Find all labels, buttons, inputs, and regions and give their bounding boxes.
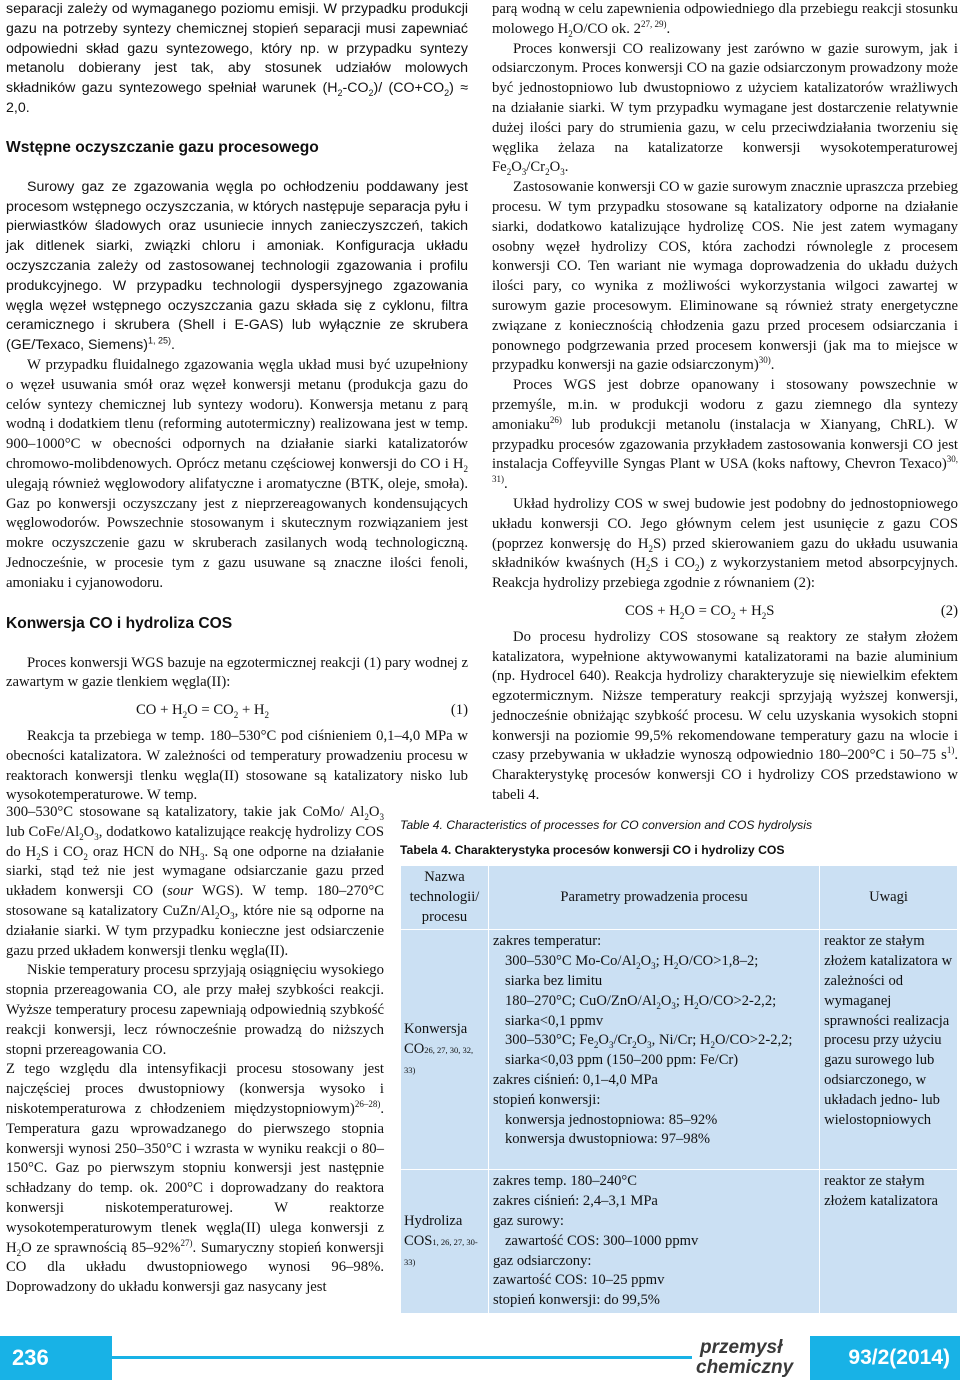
paragraph: Surowy gaz ze zgazowania węgla po ochłodzeniu poddawany jest procesom wstępnego oczyszczania, w których następuje separacja pyłu i pierwiastków śladowych oraz usuniecie innych zanieczyszczeń, takich jak ditlenek siarki, związki chloru i amoniak. Konfiguracja układu oczyszczania zależy od zastosowanej technologii zgazowania i profilu produkcyjnego. W przypadku technologii dyspersyjnego zgazowania węgla węzeł wstępnego oczyszczania gazu składa się z cyklonu, filtra ceramicznego i skrubera (Shell i E-GAS) lub wyłącznie ze skrubera (GE/Texaco, Siemens)$^{1, 25)}$.	[6, 178, 468, 354]
paragraph: Proces konwersji CO realizowany jest zarówno w gazie surowym, jak i odsiarczonym. Proces konwersji CO na gazie odsiarczonym prowadzony może być jednostopniowo lub dwustopniowo z użyciem katalizatorów wrażliwych na działanie siarki. W tym przypadku wymagane jest dostarczenie relatywnie dużej ilości pary do strumienia gazu, w celu przeciwdziałania tworzeniu się węglika żelaza na katalizatorze konwersji wysokotemperaturowej $Fe_2O_3/Cr_2O_3$.	[492, 40, 958, 178]
cell-name: Hydroliza COS1, 26, 27, 30-33)	[401, 1170, 489, 1314]
left-column-bottom	[6, 803, 384, 1298]
header-technology: Nazwa technologii/ procesu	[401, 866, 489, 930]
cell-notes: reaktor ze stałym złożem katalizatora w zależności od wymaganej sprawności realizacja procesu przy użyciu gazu surowego lub odsiarczonego, w układach jedno- lub wielostopniowych	[820, 930, 958, 1170]
journal-logo	[694, 1334, 806, 1378]
cell-notes: reaktor ze stałym złożem katalizatora	[820, 1170, 958, 1314]
footer-divider	[112, 1356, 692, 1359]
table-row	[401, 1170, 958, 1314]
equation-1: CO + $H_2O = CO_2 + H_2$ (1)	[136, 702, 468, 721]
header-notes: Uwagi	[820, 866, 958, 930]
right-column	[492, 0, 958, 806]
paragraph: Proces konwersji WGS bazuje na egzotermicznej reakcji (1) pary wodnej z zawartym w gazie tlenkiem węgla(II):	[6, 654, 468, 691]
paragraph: Zastosowanie konwersji CO w gazie surowym znacznie upraszcza przebieg procesu. W tym przypadku stosowane są katalizatory odporne na działanie siarki, dodatkowo katalizujące hydrolizę COS. Nie jest zatem wymagany osobny węzeł hydrolizy COS, która zachodzi równolegle z procesem konwersji CO. Ten wariant nie wymaga doprowadzenia do układu dużych ilości pary, co wynika z możliwości wykorzystania wilgoci zawartej w surowym gazie procesowym. Eliminowane są również straty energetyczne związane z koniecznością chłodzenia gazu przed procesem odsiarczania i ponownego podgrzewania przed procesem konwersji (jak ma to miejsce w przypadku konwersji na gazie odsiarczonym)$^{30)}$.	[492, 179, 958, 374]
paragraph: W przypadku fluidalnego zgazowania węgla układ musi być uzupełniony o węzeł usuwania smół oraz węzeł konwersji metanu (produkcja gazu do celów syntezy chemicznej lub syntezy wodoru). Konwersja metanu z parą wodną i dodatkiem tlenu (reforming autotermiczny) realizowana jest w temp. 900–1000°C w obecności odpornych na działanie siarki katalizatorów chromowo-molibdenowych. Oprócz metanu częściowej konwersji do CO i $H_2$ ulegają również węglowodory alifatyczne i aromatyczne (BTK, oleje, smoła). Gaz po konwersji oczyszczany jest z nieprzereagowanych kondensujących węglowodorów. Powszechnie stosowanym i skutecznym rozwiązaniem jest mokre oczyszczenie gazu w skruberach zasilanych wodą technologiczną. Jednocześnie, w procesie tym z gazu usuwane są znaczne ilości fenoli, amoniaku i cyjanowodoru.	[6, 356, 468, 591]
equation-2: COS + $H_2O = CO_2 + H_2S$ (2)	[625, 602, 958, 621]
paragraph: parą wodną w celu zapewnienia odpowiedniego dla przebiegu reakcji stosunku molowego $H_2O/CO$ ok. 2$^{27, 29)}$.	[492, 1, 958, 39]
table-4	[400, 865, 958, 1314]
paragraph: separacji zależy od wymaganego poziomu emisji. W przypadku produkcji gazu na potrzeby syntezy chemicznej stopień separacji musi zapewniać odpowiedni skład gazu syntezowego, który np. w przypadku syntezy metanolu dobierany jest tak, aby stosunek udziałów molowych składników gazu syntezowego spełniał warunek $(H_2-CO_2)/$ $(CO+CO_2) \approx 2,0$.	[6, 1, 469, 116]
logo-line-2: chemiczny	[696, 1357, 794, 1378]
paragraph: Układ hydrolizy COS w swej budowie jest podobny do jednostopniowego układu konwersji CO. Jego głównym celem jest usunięcie z gazu COS (poprzez konwersję do $H_2S$) przed skierowaniem gazu do układu usuwania składników kwaśnych ($H_2S$ i $CO_2$) z wykorzystaniem metod absorpcyjnych. Reakcja hydrolizy przebiega zgodnie z równaniem (2):	[492, 495, 958, 592]
paragraph: Proces WGS jest dobrze opanowany i stosowany powszechnie w przemyśle, m.in. w produkcji wodoru z gazu ziemnego dla syntezy amoniaku$^{26)}$ lub produkcji metanolu (instalacja w Xianyang, ChRL). W przypadku procesów zgazowania przykładem zastosowania konwersji CO jest instalacja Coffeyville Syngas Plant w USA (koks naftowy, Chevron Texaco)$^{30, 31)}$.	[492, 377, 958, 493]
section-heading: Konwersja CO i hydroliza COS	[6, 614, 233, 632]
logo-line-1: przemysł	[700, 1337, 783, 1358]
table-caption-en: Table 4. Characteristics of processes for CO conversion and COS hydrolysis	[400, 818, 813, 832]
paragraph: Do procesu hydrolizy COS stosowane są reaktory ze stałym złożem katalizatora, wypełnione aktywowanymi katalizatorami na bazie aluminium (np. Hydrocel 640). Reakcja hydrolizy charakteryzuje się niewielkim efektem egzotermicznym. Niższe temperatury reakcji sprzyjają wyższej konwersji, jednocześnie obniżając szybkość procesu. W celu uzyskania wysokich stopni konwersji na poziomie 99,5% rekomendowane temperatury gazu na wlocie i czasy przebywania w układzie wynoszą odpowiednio 180–200°C i 50–75 $s^{1)}$. Charakterystykę procesów konwersji CO i hydrolizy COS przedstawiono w tabeli 4.	[492, 628, 958, 804]
table-row	[401, 930, 958, 1170]
cell-name: Konwersja CO26, 27, 30, 32, 33)	[401, 930, 489, 1170]
section-heading: Wstępne oczyszczanie gazu procesowego	[6, 138, 319, 156]
paragraph: Reakcja ta przebiega w temp. 180–530°C pod ciśnieniem 0,1–4,0 MPa w obecności katalizatora. W zależności od temperatury prowadzeniu procesu w reaktorach konwersji tlenku węgla(II) stosowane są katalizatory nisko lub wysokotemperaturowe. W temp.	[6, 727, 468, 804]
page-number: 236	[0, 1336, 112, 1380]
cell-params: zakres temperatur: 300–530°C $Mo-Co/Al_2O_3$; $H_2O/CO>1,8-2$; siarka bez limitu 180–270°C; CuO/$ZnO/Al_2O_3$; $H_2O/CO>2-2,2$; siarka<0,1 ppmv 300–530°C; $Fe_2O_3/Cr_2O_3$, Ni/Cr; $H_2O/CO>2-2,2$; siarka<0,03 ppm (150–200 ppm: Fe/Cr) zakres ciśnień: 0,1–4,0 MPa stopień konwersji: konwersja jednostopniowa: 85–92% konwersja dwustopniowa: 97–98%	[488, 930, 819, 1170]
table-header-row	[401, 866, 958, 930]
paragraph: Niskie temperatury procesu sprzyjają osiągnięciu wysokiego stopnia przereagowania CO, ale przy małej szybkości reakcji. Wyższe temperatury procesu zapewniają odpowiednią szybkość reakcji konwersji, lecz równocześnie prowadzą do niższych stopni przereagowania CO.	[6, 962, 384, 1058]
left-column	[6, 0, 468, 806]
table-caption-pl: Tabela 4. Charakterystyka procesów konwersji CO i hydrolizy COS	[400, 843, 785, 857]
cell-params: zakres temp. 180–240°C zakres ciśnień: 2,4–3,1 MPa gaz surowy: zawartość COS: 300–1000 ppmv gaz odsiarczony: zawartość COS: 10–25 ppmv stopień konwersji: do 99,5%	[488, 1170, 819, 1314]
issue-number: 93/2(2014)	[810, 1336, 960, 1380]
paragraph: Z tego względu dla intensyfikacji procesu stosowany jest najczęściej proces dwustopniowy (konwersja wysoko i niskotemperaturowa z chłodzeniem międzystopniowym)$^{26-28)}$. Temperatura gazu wprowadzanego do pierwszego stopnia konwersji wynosi 250–350°C i wzrasta w wyniku reakcji o 80–150°C. Gaz po pierwszym stopniu konwersji jest następnie schładzany do temp. ok. 200°C i doprowadzany do reaktora konwersji niskotemperaturowej. W reaktorze wysokotemperaturowym tlenek węgla(II) ulega konwersji z $H_2O$ ze sprawnością 85–92%$^{27)}$. Sumaryczny stopień konwersji CO dla układu dwustopniowego wynosi 96–98%. Doprowadzony do układu konwersji gaz nasycany jest	[6, 1061, 384, 1296]
header-parameters: Parametry prowadzenia procesu	[488, 866, 819, 930]
paragraph: 300–530°C stosowane są katalizatory, takie jak CoMo/ $Al_2O_3$ lub CoFe/$Al_2O_3$, dodatkowo katalizujące reakcję hydrolizy COS do $H_2S$ i $CO_2$ oraz HCN do $NH_3$. Są one odporne na działanie siarki, stąd też nie jest wymagane odsiarczanie gazu przed układem konwersji CO (sour WGS). W temp. 180–270°C stosowane są katalizatory CuZn/$Al_2O_3$, które nie są odporne na działanie siarki. W tym przypadku konieczne jest odsiarczenie gazu przed układem konwersji tlenku węgla(II).	[6, 804, 385, 959]
